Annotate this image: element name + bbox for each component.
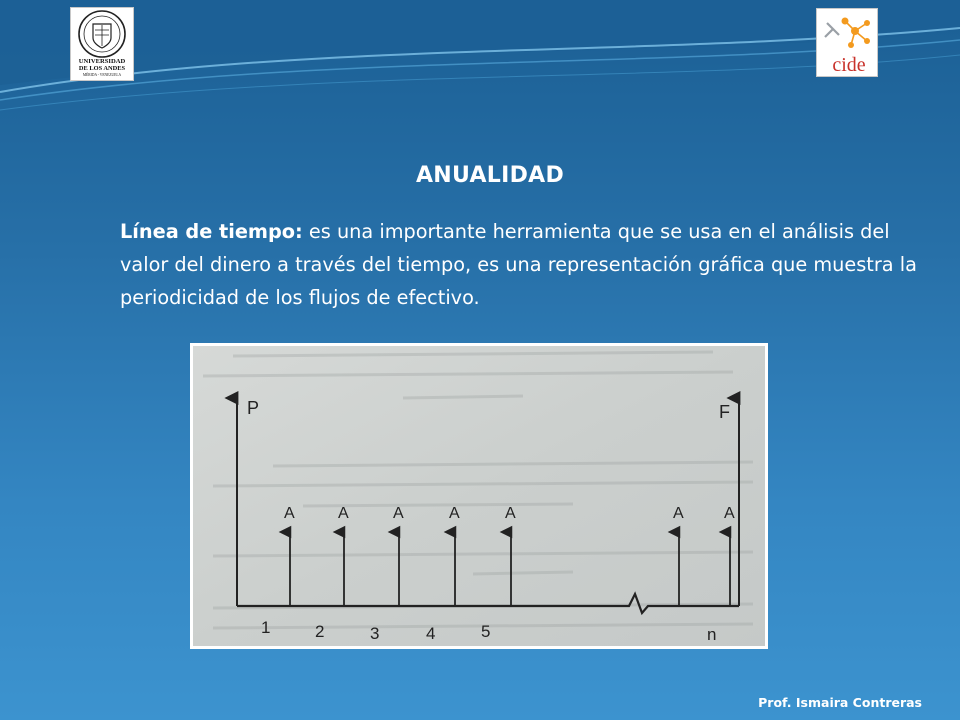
period-label: 3 xyxy=(370,624,380,643)
annuity-label: A xyxy=(338,505,349,522)
period-label: 2 xyxy=(315,622,325,641)
slide-title: ANUALIDAD xyxy=(415,163,565,188)
definition-term: Línea de tiempo: xyxy=(120,220,303,243)
timeline-diagram xyxy=(190,343,768,649)
period-label: n xyxy=(707,625,717,644)
present-value-label: P xyxy=(247,398,260,418)
future-value-label: F xyxy=(719,402,730,422)
definition-paragraph xyxy=(120,215,940,314)
period-label: 1 xyxy=(261,618,271,637)
cide-logo-text: cide xyxy=(832,54,866,76)
annuity-label: A xyxy=(449,505,460,522)
author-footer: Prof. Ismaira Contreras xyxy=(758,695,922,710)
ula-logo-line-3: MÉRIDA - VENEZUELA xyxy=(82,73,122,77)
ula-logo-line-1: UNIVERSIDAD xyxy=(78,58,126,65)
annuity-label: A xyxy=(724,505,735,522)
cide-logo xyxy=(816,8,878,77)
ula-logo-line-2: DE LOS ANDES xyxy=(78,65,126,72)
period-label: 4 xyxy=(426,624,436,643)
period-label: 5 xyxy=(481,622,491,641)
annuity-label: A xyxy=(393,505,404,522)
annuity-label: A xyxy=(284,505,295,522)
definition-text: es una importante herramienta que se usa en el análisis del valor del dinero a través del tiempo, es una representación gráfica que muestra la periodicidad de los flujos de efectivo. xyxy=(120,220,917,309)
annuity-label: A xyxy=(505,505,516,522)
universidad-de-los-andes-logo xyxy=(70,7,134,81)
annuity-label: A xyxy=(673,505,684,522)
